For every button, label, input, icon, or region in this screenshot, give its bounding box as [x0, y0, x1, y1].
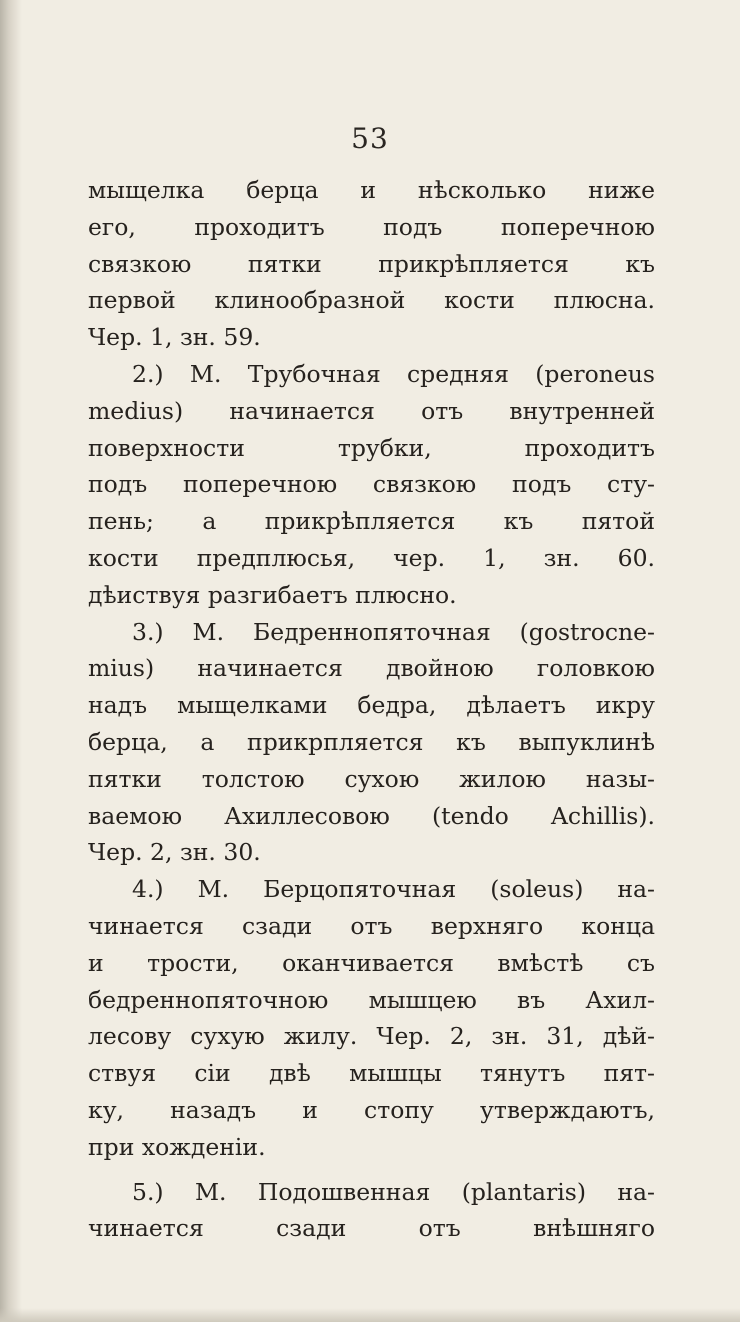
text-line: ваемою Ахиллесовою (tendo Achillis). [88, 801, 655, 830]
text-line: пятки толстою сухою жилою назы- [88, 764, 655, 793]
text-line: пень; а прикрѣпляется къ пятой [88, 507, 655, 536]
paragraph-first-line: 3.) М. Бедреннопяточная (gostrocne- [132, 617, 655, 646]
text-line: Чер. 2, зн. 30. [88, 838, 261, 867]
text-line: Чер. 1, зн. 59. [88, 323, 261, 352]
text-line: мыщелка берца и нѣсколько ниже [88, 176, 655, 204]
text-line: поверхности трубки, проходитъ [88, 433, 655, 462]
text-line: ку, назадъ и стопу утверждаютъ, [88, 1095, 655, 1124]
text-line: при хожденіи. [88, 1132, 266, 1161]
text-line: mius) начинается двойною головкою [88, 654, 655, 683]
text-line: первой клинообразной кости плюсна. [88, 286, 655, 315]
page-number: 53 [351, 122, 389, 155]
text-line: его, проходитъ подъ поперечною [88, 212, 655, 241]
paragraph-first-line: 2.) М. Трубочная средняя (peroneus [132, 359, 655, 388]
text-line: и трости, оканчивается вмѣстѣ съ [88, 948, 655, 977]
text-line: чинается сзади отъ внѣшняго [88, 1214, 655, 1243]
paragraph-first-line: 4.) М. Берцопяточная (soleus) на- [132, 875, 655, 904]
binding-shadow [0, 0, 22, 1322]
text-line: ствуя сіи двѣ мышцы тянутъ пят- [88, 1059, 655, 1088]
text-line: чинается сзади отъ верхняго конца [88, 911, 655, 940]
paragraph-gap [88, 1166, 655, 1174]
text-line: связкою пятки прикрѣпляется къ [88, 249, 655, 278]
page-edge [0, 1308, 740, 1322]
body-text [88, 172, 655, 1247]
text-line: кости предплюсья, чер. 1, зн. 60. [88, 543, 655, 572]
text-line: берца, а прикрпляется къ выпуклинѣ [88, 727, 655, 756]
text-line: medius) начинается отъ внутренней [88, 396, 655, 425]
text-line: дѣиствуя разгибаетъ плюсно. [88, 580, 457, 609]
text-line: лесову сухую жилу. Чер. 2, зн. 31, дѣй- [88, 1022, 655, 1051]
text-line: бедреннопяточною мышцею въ Ахил- [88, 985, 655, 1014]
paragraph-first-line: 5.) М. Подошвенная (plantaris) на- [132, 1177, 655, 1206]
text-line: надъ мыщелками бедра, дѣлаетъ икру [88, 691, 655, 720]
text-line: подъ поперечною связкою подъ сту- [88, 470, 655, 499]
